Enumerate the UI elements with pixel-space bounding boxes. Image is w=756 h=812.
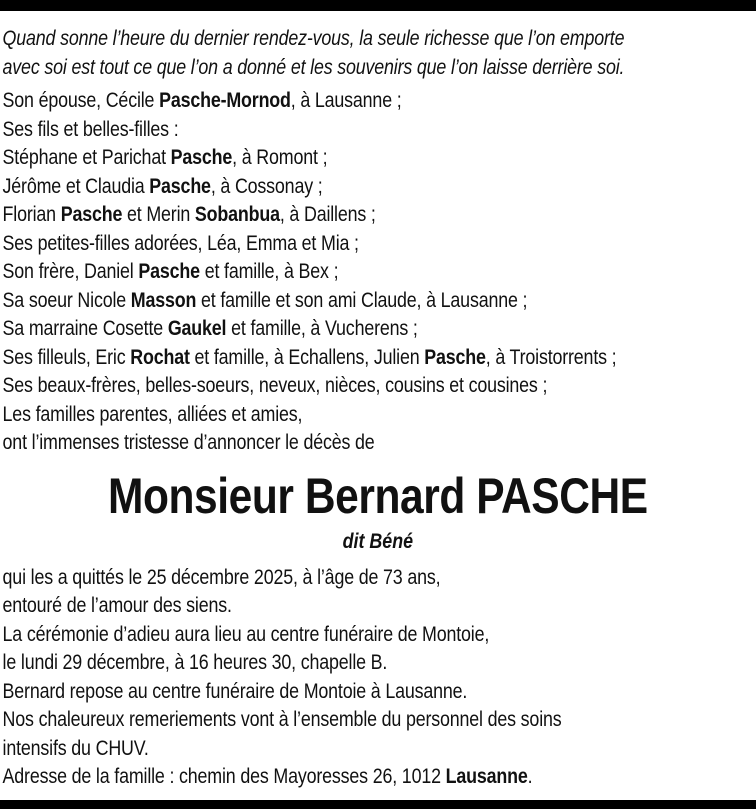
notice-line [3, 401, 754, 430]
epigraph-line: Quand sonne l’heure du dernier rendez-vous, la seule richesse que l’on emporte [2, 27, 625, 50]
line-text: Son épouse, Cécile [2, 89, 160, 112]
line-text: Ses filleuls, Eric [2, 345, 131, 369]
line-text: Jérôme et Claudia [2, 174, 150, 198]
surname-bold: Pasche [138, 260, 200, 283]
surname-bold: Pasche [170, 146, 233, 169]
line-text: et famille, à Bex ; [199, 260, 339, 283]
surname-bold: Lausanne [445, 765, 528, 788]
notice-line [3, 87, 754, 116]
line-text: et famille et son ami Claude, à Lausanne ; [196, 288, 528, 312]
notice-line [3, 564, 754, 593]
notice-line [3, 735, 754, 764]
line-text: Nos chaleureux remeriements vont à l’ensemble du personnel des soins [2, 708, 562, 731]
line-text: Ses fils et belles-filles : [2, 117, 179, 141]
bottom-border-bar [0, 800, 756, 809]
surname-bold: Pasche-Mornod [159, 89, 291, 112]
line-text: , à Lausanne ; [290, 89, 402, 112]
line-text: Ses beaux-frères, belles-soeurs, neveux, nièces, cousins et cousines ; [2, 374, 548, 397]
notice-line [3, 372, 754, 401]
notice-line [3, 763, 754, 792]
notice-line [3, 287, 754, 316]
notice-line [3, 173, 754, 202]
line-text: La cérémonie d’adieu aura lieu au centre funéraire de Montoie, [2, 622, 490, 646]
line-text: et Merin [122, 203, 195, 226]
ceremony-details [3, 564, 754, 792]
line-text: entouré de l’amour des siens. [2, 594, 232, 617]
surname-bold: Sobanbua [194, 203, 280, 226]
notice-line [3, 344, 754, 373]
notice-line [3, 592, 754, 621]
line-text: et famille, à Echallens, Julien [189, 345, 425, 369]
line-text: , à Daillens ; [279, 203, 376, 226]
surname-bold: Rochat [130, 345, 190, 369]
notice-line [3, 144, 754, 173]
top-border-bar [0, 0, 756, 11]
line-text: le lundi 29 décembre, à 16 heures 30, chapelle B. [2, 651, 388, 674]
notice-line [3, 230, 754, 259]
epigraph [3, 24, 754, 82]
epigraph-line: avec soi est tout ce que l’on a donné et les souvenirs que l’on laisse derrière soi. [2, 56, 625, 79]
deceased-nickname: dit Béné [342, 529, 414, 553]
line-text: Adresse de la famille : chemin des Mayoresses 26, 1012 [2, 765, 446, 788]
line-text: Stéphane et Parichat [2, 146, 171, 169]
line-text: Florian [2, 203, 61, 226]
notice-line [3, 621, 754, 650]
line-text: , à Troistorrents ; [485, 345, 617, 369]
notice-line [3, 201, 754, 230]
surname-bold: Pasche [424, 345, 486, 369]
line-text: . [527, 765, 533, 788]
line-text: , à Romont ; [232, 146, 328, 169]
notice-line [3, 649, 754, 678]
obituary-notice [0, 24, 756, 792]
notice-line [3, 706, 754, 735]
line-text: Les familles parentes, alliées et amies, [2, 402, 303, 426]
surname-bold: Masson [130, 288, 197, 312]
line-text: qui les a quittés le 25 décembre 2025, à l’âge de 73 ans, [2, 565, 441, 589]
family-list [3, 87, 754, 458]
surname-bold: Gaukel [167, 317, 227, 340]
line-text: Bernard repose au centre funéraire de Montoie à Lausanne. [2, 679, 468, 703]
deceased-name-title: Monsieur Bernard PASCHE [107, 467, 648, 524]
line-text: ont l’immenses tristesse d’annoncer le décès de [2, 431, 375, 454]
notice-line [3, 315, 754, 344]
line-text: Sa soeur Nicole [2, 288, 131, 312]
notice-line [3, 678, 754, 707]
surname-bold: Pasche [60, 203, 123, 226]
notice-line [3, 258, 754, 287]
notice-line [3, 116, 754, 145]
notice-line [3, 429, 754, 458]
line-text: , à Cossonay ; [210, 174, 323, 198]
line-text: Sa marraine Cosette [2, 317, 168, 340]
line-text: intensifs du CHUV. [2, 736, 149, 760]
line-text: Ses petites-filles adorées, Léa, Emma et Mia ; [2, 231, 359, 255]
surname-bold: Pasche [149, 174, 211, 198]
line-text: Son frère, Daniel [2, 260, 139, 283]
line-text: et famille, à Vucherens ; [226, 317, 418, 340]
